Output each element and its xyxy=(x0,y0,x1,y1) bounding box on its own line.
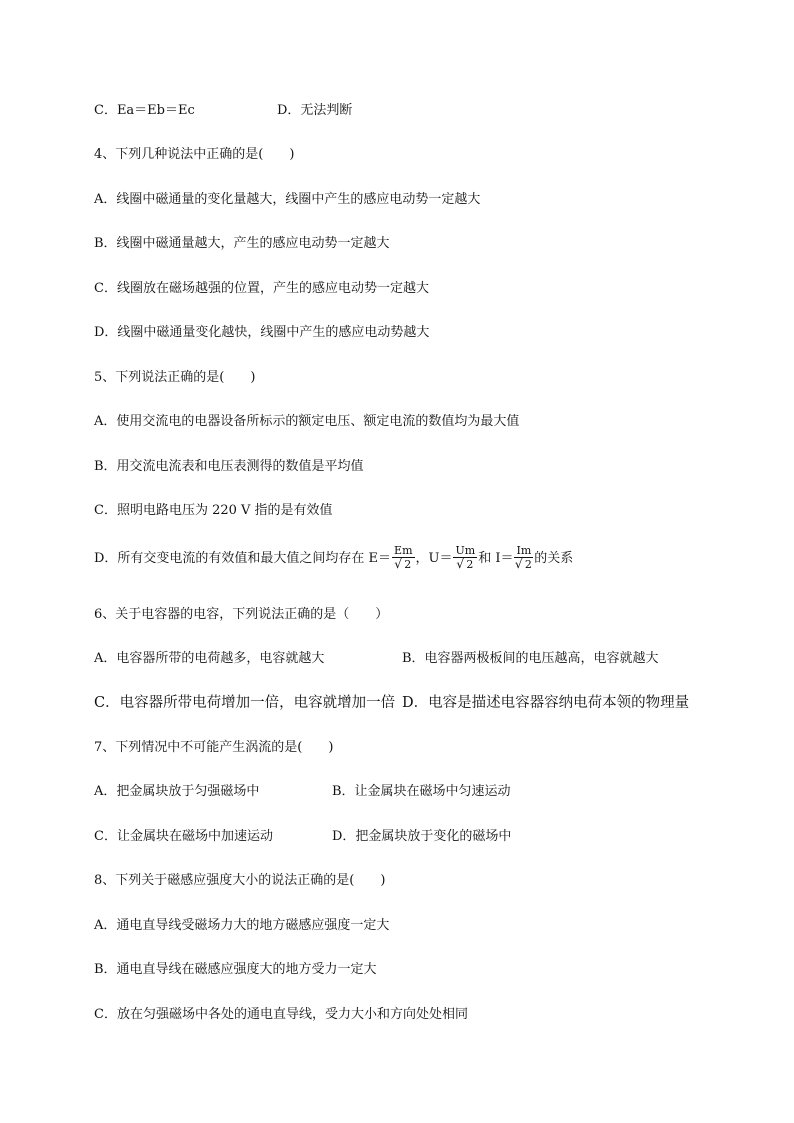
option-c-line xyxy=(94,102,353,120)
question-7: 7、下列情况中不可能产生涡流的是( ) xyxy=(94,740,334,755)
question-5-option-c: C．照明电路电压为 220 V 指的是有效值 xyxy=(94,503,333,518)
question-7-options-cd: C．让金属块在磁场中加速运动 D．把金属块放于变化的磁场中 xyxy=(94,829,512,844)
option-c-text: C．Ea＝Eb＝Ec xyxy=(94,103,195,118)
sqrt-symbol: √ 2 xyxy=(515,558,533,572)
sqrt-symbol: √ 2 xyxy=(456,558,474,572)
question-5: 5、下列说法正确的是( ) xyxy=(94,370,256,385)
question-5-option-b: B．用交流电流表和电压表测得的数值是平均值 xyxy=(94,459,364,474)
fraction-e: Em √ 2 xyxy=(392,545,414,572)
fraction-u: Um √ 2 xyxy=(453,545,477,572)
question-5-option-a: A．使用交流电的电器设备所标示的额定电压、额定电流的数值均为最大值 xyxy=(94,414,520,429)
question-8-option-b: B．通电直导线在磁感应强度大的地方受力一定大 xyxy=(94,962,377,977)
sqrt-symbol: √ 2 xyxy=(394,558,412,572)
question-5-option-d: D．所有交变电流的有效值和最大值之间均存在 E＝ Em √ 2 ，U＝ Um √ 2 和 I＝ Im √ 2 的关系 xyxy=(94,544,573,574)
question-8-option-c: C．放在匀强磁场中各处的通电直导线，受力大小和方向处处相同 xyxy=(94,1007,468,1022)
question-4-option-a: A．线圈中磁通量的变化量越大，线圈中产生的感应电动势一定越大 xyxy=(94,192,481,207)
question-8-option-a: A．通电直导线受磁场力大的地方磁感应强度一定大 xyxy=(94,918,390,933)
question-6-options-ab: A．电容器所带的电荷越多，电容就越大 B．电容器两极板间的电压越高，电容就越大 xyxy=(94,651,659,666)
fraction-i: Im √ 2 xyxy=(514,545,533,572)
question-4-option-c: C．线圈放在磁场越强的位置，产生的感应电动势一定越大 xyxy=(94,281,429,296)
question-6-options-cd: C．电容器所带电荷增加一倍，电容就增加一倍 D．电容是描述电容器容纳电荷本领的物理量 xyxy=(94,695,690,711)
question-6: 6、关于电容器的电容，下列说法正确的是（ ） xyxy=(94,607,389,622)
question-7-options-ab: A．把金属块放于匀强磁场中 B．让金属块在磁场中匀速运动 xyxy=(94,784,511,799)
question-4: 4、下列几种说法中正确的是( ) xyxy=(94,147,295,162)
question-4-option-b: B．线圈中磁通量越大，产生的感应电动势一定越大 xyxy=(94,236,390,251)
question-8: 8、下列关于磁感应强度大小的说法正确的是( ) xyxy=(94,873,386,888)
option-d-text: D．无法判断 xyxy=(277,103,353,118)
question-4-option-d: D．线圈中磁通量变化越快，线圈中产生的感应电动势越大 xyxy=(94,325,430,340)
